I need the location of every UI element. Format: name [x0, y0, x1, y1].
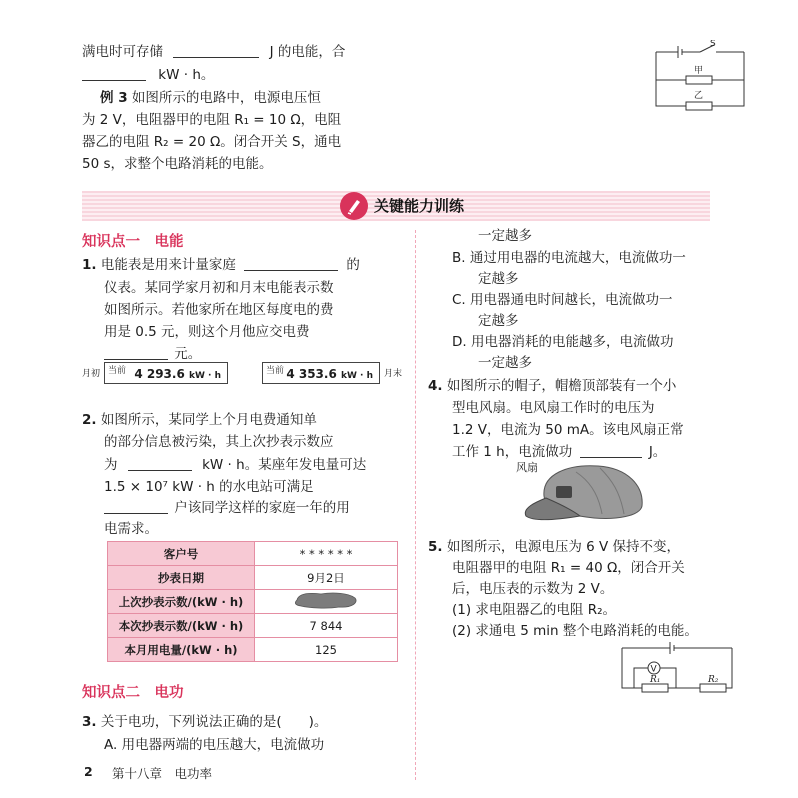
resistor-label: R₂	[708, 675, 719, 685]
question-4-line: 工作 1 h，电流做功 J。	[452, 444, 667, 460]
pen-icon	[340, 192, 368, 220]
circuit-diagram-example3	[648, 40, 752, 114]
cap-image	[516, 462, 652, 528]
meter-end: 当前 4 353.6 kW · h	[262, 362, 380, 384]
question-4: 4. 如图所示的帽子，帽檐顶部装有一个小	[428, 378, 677, 394]
banner-title: 关键能力训练	[374, 197, 465, 215]
answer-blank[interactable]	[173, 43, 259, 58]
meter-start-side: 月初	[82, 369, 101, 379]
answer-blank[interactable]	[580, 443, 642, 458]
question-5-part-2: (2) 求通电 5 min 整个电路消耗的电能。	[452, 623, 698, 639]
table-row	[108, 590, 398, 614]
table-cell-value	[255, 590, 398, 614]
answer-blank[interactable]	[104, 499, 168, 514]
table-cell-value: 7 844	[255, 614, 398, 638]
question-1-line: 如图所示。若他家所在地区每度电的费	[104, 302, 334, 318]
option-d[interactable]: D. 用电器消耗的电能越多，电流做功	[452, 334, 674, 350]
example-3-line: 为 2 V，电阻器甲的电阻 R₁ = 10 Ω，电阻	[82, 112, 342, 128]
question-3: 3. 关于电功，下列说法正确的是( )。	[82, 714, 328, 730]
resistor-label: 乙	[694, 91, 704, 101]
answer-blank[interactable]	[104, 345, 168, 360]
table-cell-label: 本月用电量/(kW · h)	[108, 638, 255, 662]
knowledge-point-1: 知识点一 电能	[82, 234, 184, 250]
page-number: 2	[84, 764, 93, 779]
column-divider	[415, 230, 416, 780]
example-3-line: 器乙的电阻 R₂ = 20 Ω。闭合开关 S，通电	[82, 134, 342, 150]
section-banner	[82, 187, 710, 225]
table-cell-value: 125	[255, 638, 398, 662]
meter-start: 当前 4 293.6 kW · h	[104, 362, 228, 384]
question-5-part-1: (1) 求电阻器乙的电阻 R₂。	[452, 602, 616, 618]
table-cell-label: 抄表日期	[108, 566, 255, 590]
table-row	[108, 638, 398, 662]
table-cell-value: 9月2日	[255, 566, 398, 590]
knowledge-point-2: 知识点二 电功	[82, 685, 184, 701]
question-1-line: 元。	[104, 344, 201, 364]
option-b-cont: 定越多	[478, 271, 519, 287]
option-d-cont: 一定越多	[478, 355, 532, 371]
switch-label: S	[710, 40, 716, 49]
example-3: 例 3 如图所示的电路中，电源电压恒	[100, 90, 321, 106]
answer-blank[interactable]	[244, 256, 338, 271]
meter-end-side: 月末	[384, 369, 403, 379]
bill-table	[107, 541, 398, 662]
question-2-line: 户该同学这样的家庭一年的用	[104, 498, 350, 518]
fan-label: 风扇	[516, 461, 538, 474]
question-4-line: 1.2 V，电流为 50 mA。该电风扇正常	[452, 422, 684, 438]
ink-stain-icon	[291, 590, 361, 610]
answer-blank[interactable]	[82, 66, 146, 81]
option-c[interactable]: C. 用电器通电时间越长，电流做功一	[452, 292, 673, 308]
question-1: 1. 电能表是用来计量家庭 的	[82, 257, 360, 273]
resistor-label: R₁	[650, 675, 661, 685]
resistor-label: 甲	[694, 66, 704, 76]
table-cell-label: 本次抄表示数/(kW · h)	[108, 614, 255, 638]
question-2: 2. 如图所示，某同学上个月电费通知单	[82, 412, 317, 428]
fan-icon	[556, 486, 572, 498]
option-b[interactable]: B. 通过用电器的电流越大，电流做功一	[452, 250, 686, 266]
question-2-line: 电需求。	[104, 521, 158, 537]
table-cell-label: 上次抄表示数/(kW · h)	[108, 590, 255, 614]
table-row	[108, 614, 398, 638]
question-5-line: 后，电压表的示数为 2 V。	[452, 581, 614, 597]
question-2-line: 为 kW · h。某座年发电量可达	[104, 457, 367, 473]
table-cell-value: * * * * * *	[255, 542, 398, 566]
question-5-line: 电阻器甲的电阻 R₁ = 40 Ω，闭合开关	[452, 560, 685, 576]
example-3-line: 50 s，求整个电路消耗的电能。	[82, 156, 273, 172]
table-row	[108, 566, 398, 590]
question-5: 5. 如图所示，电源电压为 6 V 保持不变，	[428, 539, 681, 555]
chapter-title: 第十八章 电功率	[112, 766, 213, 781]
option-a[interactable]: A. 用电器两端的电压越大，电流做功	[104, 737, 325, 753]
question-2-line: 的部分信息被污染，其上次抄表示数应	[104, 434, 334, 450]
circuit-diagram-q5	[614, 640, 740, 698]
top-line-2: kW · h。	[82, 65, 214, 85]
option-c-cont: 定越多	[478, 313, 519, 329]
table-cell-label: 客户号	[108, 542, 255, 566]
voltmeter-icon: V	[650, 664, 657, 675]
question-1-line: 仪表。某同学家月初和月末电能表示数	[104, 280, 334, 296]
question-4-line: 型电风扇。电风扇工作时的电压为	[452, 400, 655, 416]
top-line-1: 满电时可存储 J 的电能，合	[82, 44, 346, 60]
table-row	[108, 542, 398, 566]
answer-blank[interactable]	[128, 456, 192, 471]
question-1-line: 用是 0.5 元，则这个月他应交电费	[104, 324, 310, 340]
question-2-line: 1.5 × 10⁷ kW · h 的水电站可满足	[104, 479, 314, 495]
option-a-cont: 一定越多	[478, 228, 532, 244]
